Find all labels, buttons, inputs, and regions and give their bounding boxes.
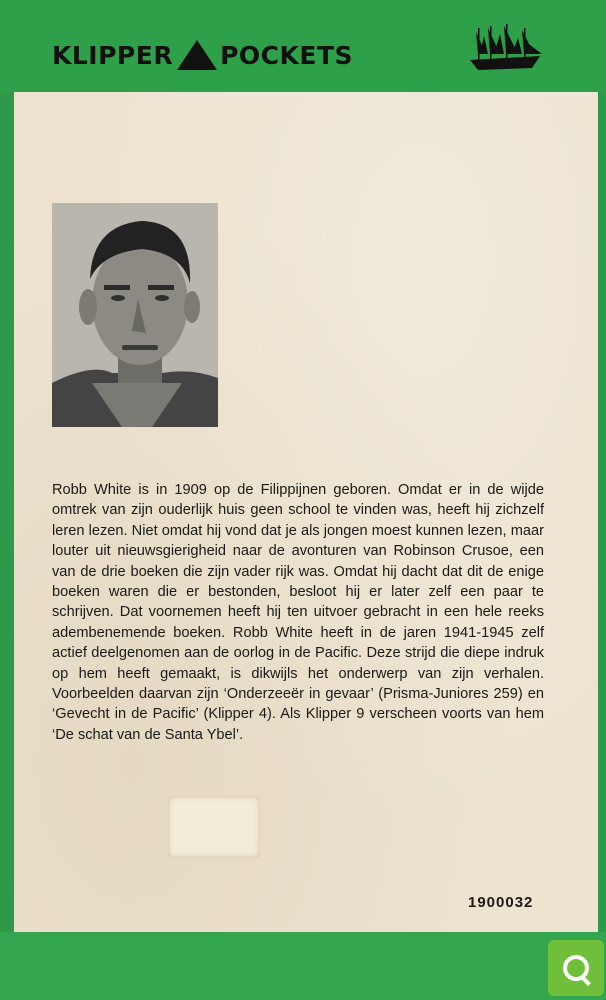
footer-band xyxy=(0,932,606,1000)
price-sticker-residue xyxy=(168,796,260,858)
ship-icon xyxy=(466,24,544,74)
triangle-icon xyxy=(177,40,217,70)
author-portrait xyxy=(52,203,218,427)
header-band xyxy=(0,0,606,92)
brand-right-text: POCKETS xyxy=(220,40,354,70)
brand-left-text: KLIPPER xyxy=(52,40,174,70)
author-biography: Robb White is in 1909 op de Filippijnen geboren. Omdat er in de wijde omtrek van zijn ouderlijk huis geen school te vinden was, heeft hij zichzelf leren lezen. Niet omdat hij vond dat je als jongen moest kunnen lezen, maar louter uit nieuwsgierigheid naar de avonturen van Robinson Crusoe, een van de drie boeken die zijn vader rijk was. Omdat hij dacht dat dit de enige boeken waren die er bestonden, besloot hij er later zelf een paar te schrijven. Dat voornemen heeft hij ten uitvoer gebracht in een hele reeks adembenemende boeken. Robb White heeft in de jaren 1941-1945 zelf actief deelgenomen aan de oorlog in de Pacific. Deze strijd die diepe indruk op hem heeft gemaakt, is dikwijls het onderwerp van zijn verhalen. Voorbeelden daarvan zijn ‘Onderzeeër in gevaar’ (Prisma-Juniores 259) en ‘Gevecht in de Pacific’ (Klipper 4). Als Klipper 9 verscheen voorts van hem ‘De schat van de Santa Ybel’. xyxy=(52,482,544,743)
publisher-logo xyxy=(52,40,353,70)
watermark-logo xyxy=(548,940,604,996)
magnifier-icon xyxy=(563,955,589,981)
catalog-code: 1900032 xyxy=(468,894,534,911)
